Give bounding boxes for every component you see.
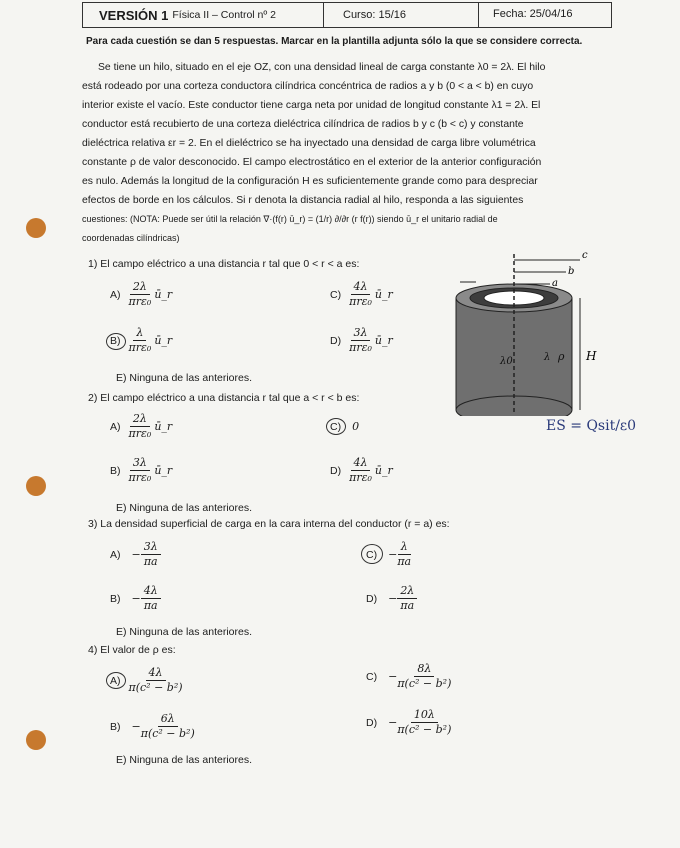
label-c: c [582, 250, 588, 261]
label-a: a [552, 278, 558, 289]
option-1d[interactable]: D) $\frac{3\lambda}{\text{πrε₀}}$ ū_r [330, 326, 393, 354]
instructions: Para cada cuestión se dan 5 respuestas. Marcar en la plantilla adjunta sólo la que se considere correcta. [86, 36, 583, 47]
header-divider [323, 3, 324, 27]
problem-statement [82, 58, 610, 248]
option-2e[interactable]: E) Ninguna de las anteriores. [116, 502, 252, 514]
date-label: Fecha: 25/04/16 [493, 8, 573, 20]
question-4: 4) El valor de ρ es: [88, 644, 176, 656]
selected-answer-mark [361, 544, 383, 564]
statement-line: dieléctrica relativa εr = 2. En el dieléctrico se ha inyectado una densidad de carga libre volumétrica [82, 138, 536, 149]
option-4d[interactable]: D) − $\frac{10\lambda}{\text{π(c² − b²)}}$ [366, 708, 452, 736]
header-divider [478, 3, 479, 27]
label-b: b [568, 266, 575, 277]
question-3: 3) La densidad superficial de carga en la cara interna del conductor (r = a) es: [88, 518, 450, 530]
selected-answer-mark [106, 672, 126, 689]
option-1c[interactable]: C) $\frac{4\lambda}{\text{πrε₀}}$ ū_r [330, 280, 393, 308]
option-4e[interactable]: E) Ninguna de las anteriores. [116, 754, 252, 766]
statement-line: Se tiene un hilo, situado en el eje OZ, con una densidad lineal de carga constante λ0 = 2λ. El hilo [98, 62, 546, 73]
option-2c[interactable]: C) 0 [330, 420, 360, 433]
statement-line: coordenadas cilíndricas) [82, 233, 180, 243]
label-lambda0: λ0 [500, 356, 513, 367]
option-4c[interactable]: C) − $\frac{8\lambda}{\text{π(c² − b²)}}$ [366, 662, 452, 690]
version-label: VERSIÓN 1 [99, 7, 169, 23]
label-H: H [586, 349, 597, 363]
statement-line: está rodeado por una corteza conductora cilíndrica concéntrica de radios a y b (0 < a < b) en cuyo [82, 81, 534, 92]
option-1b[interactable]: B) $\frac{\lambda}{\text{πrε₀}}$ ū_r [110, 326, 173, 354]
statement-line: cuestiones: (NOTA: Puede ser útil la relación ∇·(f(r) ū_r) = (1/r) ∂/∂r (r f(r)) siendo ū_r el unitario radial de [82, 214, 498, 224]
option-2b[interactable]: B) $\frac{3\lambda}{\text{πrε₀}}$ ū_r [110, 456, 173, 484]
statement-line: efectos de borde en los cálculos. Si r denota la distancia radial al hilo, responda a las siguientes [82, 195, 524, 206]
statement-line: conductor está recubierto de una corteza dieléctrica cilíndrica de radios b y c (b < c) y constante [82, 119, 524, 130]
label-rho: ρ [558, 350, 565, 363]
question-2: 2) El campo eléctrico a una distancia r tal que a < r < b es: [88, 392, 360, 404]
punch-hole [26, 218, 46, 238]
option-1e[interactable]: E) Ninguna de las anteriores. [116, 372, 252, 384]
statement-line: interior existe el vacío. Este conductor tiene carga neta por unidad de longitud constante λ1 = 2λ. El [82, 100, 541, 111]
question-1: 1) El campo eléctrico a una distancia r tal que 0 < r < a es: [88, 258, 360, 270]
cylinder-diagram [440, 246, 610, 416]
option-2a[interactable]: A) $\frac{2\lambda}{\text{πrε₀}}$ ū_r [110, 412, 173, 440]
option-3b[interactable]: B) − $\frac{4\lambda}{\pi a}$ [110, 584, 161, 613]
option-1a[interactable]: A) $\frac{2\lambda}{\text{πrε₀}}$ ū_r [110, 280, 173, 308]
statement-line: es nulo. Además la longitud de la configuración H es suficientemente grande como para despreciar [82, 176, 538, 187]
selected-answer-mark [106, 333, 126, 350]
option-2d[interactable]: D) $\frac{4\lambda}{\text{πrε₀}}$ ū_r [330, 456, 393, 484]
option-4b[interactable]: B) − $\frac{6\lambda}{\text{π(c² − b²)}}$ [110, 712, 195, 740]
option-3d[interactable]: D) − $\frac{2\lambda}{\pi a}$ [366, 584, 417, 613]
course-label: Curso: 15/16 [343, 9, 406, 21]
label-lambda: λ [544, 352, 551, 363]
option-3e[interactable]: E) Ninguna de las anteriores. [116, 626, 252, 638]
exam-header [82, 2, 612, 28]
punch-hole [26, 476, 46, 496]
subject-label: Física II – Control nº 2 [172, 9, 276, 21]
selected-answer-mark [326, 418, 346, 435]
statement-line: constante ρ de valor desconocido. El campo electrostático en el exterior de la anterior configuración [82, 157, 542, 168]
punch-hole [26, 730, 46, 750]
handwritten-note: ES = Qsit/ε0 [546, 418, 637, 434]
option-4a[interactable]: A) $\frac{4\lambda}{\text{π(c² − b²)}}$ [110, 666, 183, 694]
option-3c[interactable]: C) − $\frac{\lambda}{\pi a}$ [366, 540, 412, 568]
option-3a[interactable]: A) − $\frac{3\lambda}{\pi a}$ [110, 540, 161, 569]
